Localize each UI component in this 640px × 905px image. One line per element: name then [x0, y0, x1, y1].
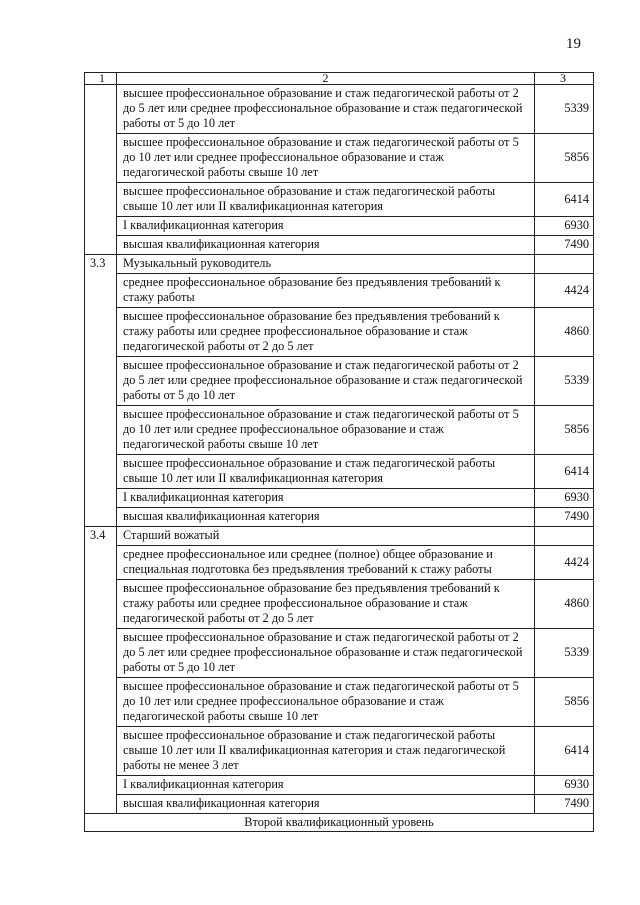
requirement-text: высшее профессиональное образование и стаж педагогической работы от 2 до 5 лет или среднее профессиональное образование и стаж педагогической работы от 5 до 10 лет [117, 629, 535, 678]
table-row [85, 629, 594, 678]
continued-rows [85, 85, 594, 255]
empty-number-cell [85, 776, 117, 795]
salary-value: 5339 [535, 85, 594, 134]
table-row [85, 183, 594, 217]
requirement-text: высшее профессиональное образование и стаж педагогической работы свыше 10 лет или II квалификационная категория [117, 455, 535, 489]
requirement-text: высшее профессиональное образование и стаж педагогической работы свыше 10 лет или II квалификационная категория [117, 183, 535, 217]
requirement-text: высшее профессиональное образование без предъявления требований к стажу работы или среднее профессиональное образование и стаж педагогической работы от 2 до 5 лет [117, 308, 535, 357]
table-row [85, 727, 594, 776]
salary-value: 5856 [535, 406, 594, 455]
empty-number-cell [85, 795, 117, 814]
section-header-row [85, 527, 594, 546]
requirement-text: I квалификационная категория [117, 217, 535, 236]
salary-table [84, 72, 594, 832]
table-row [85, 308, 594, 357]
table-row [85, 85, 594, 134]
table-row [85, 274, 594, 308]
salary-value: 6414 [535, 727, 594, 776]
empty-number-cell [85, 489, 117, 508]
salary-value: 4424 [535, 274, 594, 308]
requirement-text: высшая квалификационная категория [117, 236, 535, 255]
table-row [85, 508, 594, 527]
empty-number-cell [85, 183, 117, 217]
empty-number-cell [85, 455, 117, 489]
empty-number-cell [85, 274, 117, 308]
section-title: Музыкальный руководитель [117, 255, 535, 274]
table-row [85, 134, 594, 183]
salary-value: 4860 [535, 308, 594, 357]
empty-number-cell [85, 727, 117, 776]
section-title: Старший вожатый [117, 527, 535, 546]
empty-number-cell [85, 85, 117, 134]
empty-number-cell [85, 629, 117, 678]
table-row [85, 546, 594, 580]
section-empty-value [535, 255, 594, 274]
salary-value: 4424 [535, 546, 594, 580]
empty-number-cell [85, 236, 117, 255]
section-number: 3.4 [85, 527, 117, 546]
salary-value: 6414 [535, 183, 594, 217]
page-number: 19 [566, 36, 581, 52]
table-row [85, 678, 594, 727]
empty-number-cell [85, 508, 117, 527]
table-row [85, 795, 594, 814]
empty-number-cell [85, 580, 117, 629]
empty-number-cell [85, 678, 117, 727]
salary-value: 5856 [535, 134, 594, 183]
table-row [85, 776, 594, 795]
table-row [85, 217, 594, 236]
empty-number-cell [85, 134, 117, 183]
empty-number-cell [85, 357, 117, 406]
salary-value: 6930 [535, 776, 594, 795]
header-col-3: 3 [535, 73, 594, 85]
header-col-2: 2 [117, 73, 535, 85]
requirement-text: среднее профессиональное или среднее (полное) общее образование и специальная подготовка без предъявления требований к стажу работы [117, 546, 535, 580]
requirement-text: I квалификационная категория [117, 776, 535, 795]
requirement-text: высшее профессиональное образование без предъявления требований к стажу работы или среднее профессиональное образование и стаж педагогической работы от 2 до 5 лет [117, 580, 535, 629]
section-3-4 [85, 527, 594, 814]
table-row [85, 236, 594, 255]
salary-value: 6930 [535, 217, 594, 236]
level-footer-row [85, 814, 594, 832]
section-header-row [85, 255, 594, 274]
salary-value: 7490 [535, 795, 594, 814]
table-row [85, 406, 594, 455]
requirement-text: высшая квалификационная категория [117, 508, 535, 527]
requirement-text: среднее профессиональное образование без предъявления требований к стажу работы [117, 274, 535, 308]
empty-number-cell [85, 546, 117, 580]
table-row [85, 580, 594, 629]
salary-value: 5339 [535, 629, 594, 678]
empty-number-cell [85, 217, 117, 236]
table-row [85, 489, 594, 508]
level-footer-text: Второй квалификационный уровень [85, 814, 594, 832]
empty-number-cell [85, 308, 117, 357]
header-col-1: 1 [85, 73, 117, 85]
section-empty-value [535, 527, 594, 546]
table-row [85, 357, 594, 406]
salary-value: 6930 [535, 489, 594, 508]
section-number: 3.3 [85, 255, 117, 274]
salary-value: 5856 [535, 678, 594, 727]
requirement-text: I квалификационная категория [117, 489, 535, 508]
salary-value: 7490 [535, 508, 594, 527]
empty-number-cell [85, 406, 117, 455]
salary-value: 6414 [535, 455, 594, 489]
section-3-3 [85, 255, 594, 527]
requirement-text: высшее профессиональное образование и стаж педагогической работы от 2 до 5 лет или среднее профессиональное образование и стаж педагогической работы от 5 до 10 лет [117, 85, 535, 134]
salary-value: 7490 [535, 236, 594, 255]
salary-value: 4860 [535, 580, 594, 629]
table-header-row [85, 73, 594, 85]
requirement-text: высшее профессиональное образование и стаж педагогической работы от 2 до 5 лет или среднее профессиональное образование и стаж педагогической работы от 5 до 10 лет [117, 357, 535, 406]
requirement-text: высшее профессиональное образование и стаж педагогической работы свыше 10 лет или II квалификационная категория и стаж педагогической работы не менее 3 лет [117, 727, 535, 776]
requirement-text: высшее профессиональное образование и стаж педагогической работы от 5 до 10 лет или среднее профессиональное образование и стаж педагогической работы свыше 10 лет [117, 406, 535, 455]
requirement-text: высшее профессиональное образование и стаж педагогической работы от 5 до 10 лет или среднее профессиональное образование и стаж педагогической работы свыше 10 лет [117, 678, 535, 727]
table-row [85, 455, 594, 489]
requirement-text: высшее профессиональное образование и стаж педагогической работы от 5 до 10 лет или среднее профессиональное образование и стаж педагогической работы свыше 10 лет [117, 134, 535, 183]
salary-value: 5339 [535, 357, 594, 406]
requirement-text: высшая квалификационная категория [117, 795, 535, 814]
